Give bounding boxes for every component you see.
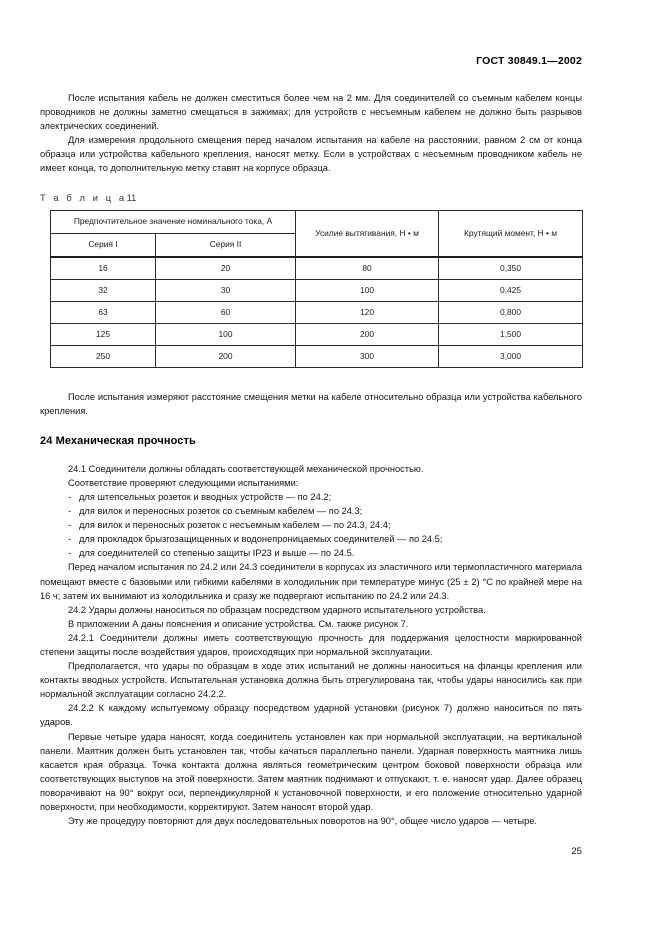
- list-item-label: для прокладок брызгозащищенных и водонепроницаемых соединителей — по 24.5;: [79, 534, 443, 545]
- paragraph-24-2: 24.2 Удары должны наноситься по образцам посредством ударного испытательного устройства.: [68, 604, 486, 615]
- cell-series2: 20: [156, 257, 296, 280]
- list-item-label: для вилок и переносных розеток с несъемным кабелем — по 24.3, 24.4;: [79, 520, 391, 531]
- list-item: [40, 490, 582, 504]
- cell-series2: 60: [156, 301, 296, 323]
- list-item: [40, 504, 582, 518]
- table-caption-word: Т а б л и ц а: [40, 192, 127, 203]
- cell-series2: 200: [156, 345, 296, 367]
- cell-series1: 125: [51, 323, 156, 345]
- header-series-1: Серия I: [51, 233, 156, 257]
- intro-block: [40, 91, 582, 176]
- paragraph-prefreeze: Перед началом испытания по 24.2 или 24.3 соединители в корпусах из эластичного или термопластичного материала помещают вместе с базовыми или гибкими кабелями в холодильник при температуре минус (25 ± 2) °С по крайней мере на 16 ч; затем их вынимают из холодильника и сразу же подвергают испытанию по 24.2 или 24.3.: [40, 562, 582, 601]
- cell-torque: 0,800: [439, 301, 583, 323]
- paragraph-after-table: После испытания измеряют расстояние смещения метки на кабеле относительно образца или устройства кабельного крепления.: [40, 391, 582, 416]
- cell-torque: 1,500: [439, 323, 583, 345]
- page-number: 25: [571, 846, 582, 857]
- cell-pull-force: 100: [296, 279, 439, 301]
- header-current-group: Предпочтительное значение номинального тока, А: [51, 210, 296, 233]
- cell-series2: 100: [156, 323, 296, 345]
- paragraph-intro-1: После испытания кабель не должен сместиться более чем на 2 мм. Для соединителей со съемным кабелем концы проводников не должны заметно смещаться в зажимах; для устройств с несъемным кабелем не должно быть разрывов электрических соединений.: [40, 93, 582, 132]
- paragraph-first-four-blows: Первые четыре удара наносят, когда соединитель установлен как при нормальной эксплуатации, на вертикальной панели. Маятник должен быть установлен так, чтобы качаться параллельно панели. Ударная поверхность маятника лишь касается края образца. Точка контакта должна являться геометрическим центром боковой поверхности образца или соответствующих выступов на этой поверхности. Затем маятник поднимают и отпускают, т. е. наносят удар. Далее образец поворачивают на 90° вокруг оси, перпендикулярной к установочной поверхности, и его положение относительно ударной поверхности, при необходимости, корректируют. Затем наносят второй удар.: [40, 731, 582, 812]
- paragraph-intro-2: Для измерения продольного смещения перед началом испытания на кабеле на расстоянии, равном 2 см от конца образца или устройства кабельного крепления, наносят метку. Если в устройствах с несъемным проводником кабель не имеет конца, то дополнительную метку ставят на корпусе образца.: [40, 135, 582, 174]
- table-header-row-group: [51, 210, 583, 233]
- running-header: ГОСТ 30849.1—2002: [476, 55, 582, 67]
- header-torque: Крутящий момент, Н • м: [439, 210, 583, 257]
- dash-marker-icon: -: [68, 520, 72, 531]
- cell-pull-force: 80: [296, 257, 439, 280]
- paragraph-repeat-procedure: Эту же процедуру повторяют для двух последовательных поворотов на 90°, общее число ударов — четыре.: [68, 816, 538, 827]
- paragraph-assumption: Предполагается, что удары по образцам в ходе этих испытаний не должны наноситься на фланцы крепления или контакты вводных устройств. Испытательная установка должна быть отрегулирована так, чтобы удары наносились как при нормальной эксплуатации согласно 24.2.2.: [40, 661, 582, 700]
- paragraph-24-1-b: Соответствие проверяют следующими испытаниями:: [68, 477, 299, 488]
- cell-series1: 32: [51, 279, 156, 301]
- table-caption: [40, 193, 582, 203]
- table-row: [51, 323, 583, 345]
- list-item-label: для вилок и переносных розеток со съемным кабелем — по 24.3;: [79, 506, 363, 517]
- cell-series1: 16: [51, 257, 156, 280]
- table-caption-number: 11: [126, 192, 137, 203]
- dash-marker-icon: -: [68, 548, 72, 559]
- cell-series2: 30: [156, 279, 296, 301]
- cell-pull-force: 200: [296, 323, 439, 345]
- cell-series1: 250: [51, 345, 156, 367]
- table-row: [51, 257, 583, 280]
- cell-pull-force: 120: [296, 301, 439, 323]
- header-series-2: Серия II: [156, 233, 296, 257]
- paragraph-24-2-2: 24.2.2 К каждому испытуемому образцу посредством ударной установки (рисунок 7) должно наноситься по пять ударов.: [40, 703, 582, 728]
- header-pull-force: Усилие вытягивания, Н • м: [296, 210, 439, 257]
- paragraph-24-2-note: В приложении А даны пояснения и описание устройства. См. также рисунок 7.: [68, 618, 409, 629]
- cell-torque: 3,000: [439, 345, 583, 367]
- table-row: [51, 301, 583, 323]
- cell-torque: 0,425: [439, 279, 583, 301]
- list-item-label: для штепсельных розеток и вводных устройств — по 24.2;: [79, 491, 332, 502]
- table-row: [51, 345, 583, 367]
- cell-pull-force: 300: [296, 345, 439, 367]
- cell-series1: 63: [51, 301, 156, 323]
- table-head: [51, 210, 583, 257]
- table-11: [50, 210, 583, 368]
- dash-marker-icon: -: [68, 491, 72, 502]
- page-content: [40, 55, 582, 828]
- list-item: [40, 532, 582, 546]
- dash-marker-icon: -: [68, 506, 72, 517]
- list-item-label: для соединителей со степенью защиты IP23 и выше — по 24.5.: [79, 548, 355, 559]
- compliance-test-list: [40, 490, 582, 560]
- paragraph-24-2-1: 24.2.1 Соединители должны иметь соответствующую прочность для поддержания целостности маркированной степени защиты после воздействия ударов, происходящих при нормальной эксплуатации.: [40, 632, 582, 657]
- section-heading-24: 24 Механическая прочность: [40, 434, 196, 447]
- cell-torque: 0,350: [439, 257, 583, 280]
- dash-marker-icon: -: [68, 534, 72, 545]
- table-row: [51, 279, 583, 301]
- list-item: [40, 518, 582, 532]
- table-body: [51, 257, 583, 368]
- list-item: [40, 546, 582, 560]
- paragraph-24-1-a: 24.1 Соединители должны обладать соответствующей механической прочностью.: [68, 463, 424, 474]
